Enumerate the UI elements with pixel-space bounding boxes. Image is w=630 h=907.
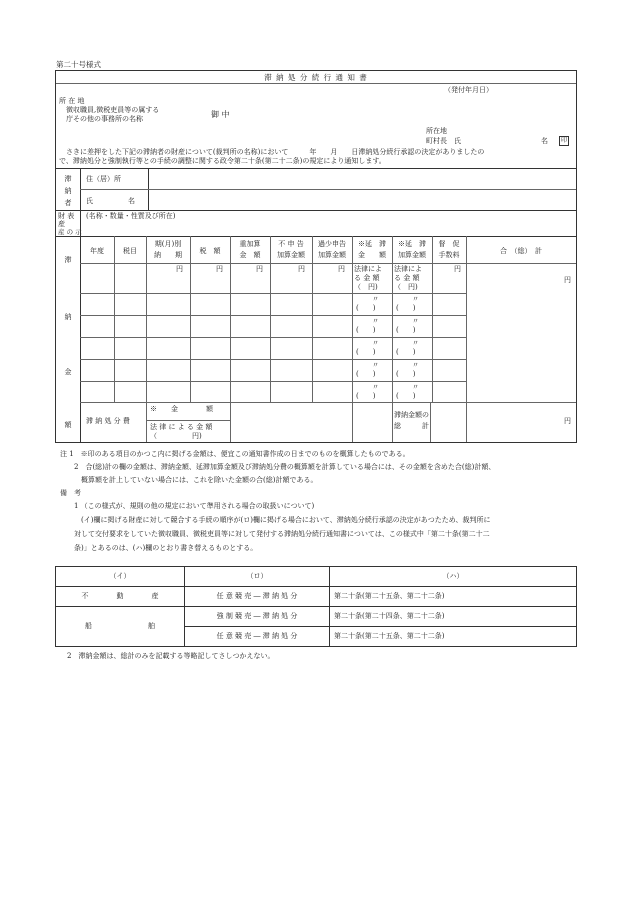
- paren: ( ): [356, 392, 376, 400]
- debtor-label-2: 納: [64, 187, 72, 195]
- disposal-legal-amount: 法 律 に よ る 金 額: [150, 423, 213, 431]
- remark-1: 1 （この様式が、規則の他の規定において準用される場合の取扱いについて): [60, 502, 315, 510]
- debtor-label-3: 者: [64, 199, 72, 207]
- header-tax: 税目: [123, 247, 137, 255]
- remark-1-text-3: 条)」とあるのは、(ハ)欄のとおり書き替えるものとする。: [60, 544, 258, 552]
- property-label-1: 財 表: [58, 212, 75, 220]
- paren: ( ): [396, 326, 416, 334]
- delay-add-legal-3: （ 円): [394, 283, 418, 291]
- remarks-heading: 備 考: [60, 489, 81, 497]
- col-line: [230, 236, 231, 402]
- header-tax-amount: 税 額: [199, 247, 221, 255]
- ditto: 〃: [412, 361, 419, 369]
- col-line: [230, 402, 231, 442]
- remark-1-text-2: 対して交付要求をしていた徴収職員、徴税吏員等に対して発付する滞納処分続行通知書については、この様式中「第二十条(第二十二: [60, 530, 490, 538]
- yen-tax: 円: [216, 265, 223, 273]
- header-bottom-line: [80, 263, 576, 264]
- total-yen: 円: [564, 417, 571, 425]
- row-line: [80, 337, 466, 338]
- table-row: [56, 567, 577, 587]
- yen-period: 円: [176, 265, 183, 273]
- body-text-1: さきに差押をした下記の滞納者の財産について(裁判所の名称)において 年 月 日滞納処分続行承認の決定がありましたの: [59, 148, 485, 156]
- addressee-office-2: 庁その他の事務所の名称: [66, 115, 143, 123]
- remark-1-text-1: (イ)欄に掲げる財産に対して競合する手続の順序が(ロ)欄に掲げる場合において、滞納処分続行承認の決定があつたため、裁判所に: [60, 516, 491, 524]
- total-label-2: 総 計: [394, 422, 429, 430]
- form-number: 第二十号様式: [56, 60, 101, 69]
- arrears-top-line: [56, 236, 576, 237]
- col-line: [430, 402, 431, 442]
- paren: ( ): [356, 326, 376, 334]
- paren: ( ): [356, 304, 376, 312]
- header-year: 年度: [90, 247, 104, 255]
- debtor-name-label: 氏 名: [86, 197, 135, 205]
- header-fee-2: 手数料: [438, 251, 460, 259]
- paren: ( ): [396, 370, 416, 378]
- ditto: 〃: [372, 295, 379, 303]
- property-label-divider: [80, 210, 81, 236]
- addressee-honorific: 御 中: [211, 110, 230, 119]
- arrears-label-3: 金: [64, 368, 72, 376]
- delay-legal-1: 法律によ: [354, 265, 382, 273]
- ditto: 〃: [412, 317, 419, 325]
- arrears-label-1: 滞: [64, 256, 72, 264]
- row-line: [80, 359, 466, 360]
- col-line: [432, 236, 433, 402]
- header-nonfiling-1: 不 申 告: [278, 240, 304, 248]
- footer-note: 2 滞納金額は、総計のみを記載する等略記してさしつかえない。: [60, 652, 275, 660]
- yen-total: 円: [564, 276, 571, 284]
- addressee-location: 所 在 地: [59, 97, 85, 105]
- table-header: （イ）: [56, 567, 185, 587]
- header-delay-add-1: ※延 滞: [398, 240, 426, 248]
- col-line: [270, 236, 271, 402]
- paren: ( ): [396, 392, 416, 400]
- header-period-1: 期(月)別: [154, 240, 182, 248]
- property-label-2: 産 の 示: [58, 228, 82, 236]
- row-line: [80, 402, 576, 403]
- col-line: [146, 402, 147, 442]
- ditto: 〃: [372, 383, 379, 391]
- row-line: [80, 315, 466, 316]
- yen-under: 円: [338, 265, 345, 273]
- disposal-legal-yen: （ 円): [150, 432, 202, 440]
- col-line: [190, 236, 191, 402]
- delay-legal-3: （ 円): [354, 283, 378, 291]
- title-divider: [56, 83, 576, 84]
- table-cell: 強 制 競 売 ― 滞 納 処 分: [185, 607, 330, 627]
- col-line: [146, 236, 147, 402]
- sender-location: 所在地: [426, 127, 447, 135]
- sender-mayor: 町村長 氏: [426, 137, 461, 145]
- header-total: 合 （総） 計: [500, 247, 542, 255]
- header-delay-1: ※延 滞: [358, 240, 386, 248]
- table-row: [56, 607, 577, 627]
- header-under-2: 加算金額: [318, 251, 346, 259]
- property-top-line: [56, 210, 576, 211]
- paren: ( ): [396, 348, 416, 356]
- header-heavy-1: 重加算: [239, 240, 261, 248]
- debtor-top-line: [56, 168, 576, 169]
- row-line: [80, 381, 466, 382]
- delay-add-legal-1: 法律によ: [394, 265, 422, 273]
- issue-date: （発付年月日）: [444, 86, 493, 94]
- header-heavy-2: 金 額: [239, 251, 261, 259]
- row-line: [146, 420, 230, 421]
- replacement-table: [55, 566, 577, 647]
- table-row: [56, 587, 577, 607]
- total-label-1: 滞納金額の: [394, 411, 429, 419]
- ditto: 〃: [372, 361, 379, 369]
- ditto: 〃: [372, 317, 379, 325]
- sender-name: 名: [541, 137, 548, 145]
- ditto: 〃: [412, 339, 419, 347]
- paren: ( ): [356, 348, 376, 356]
- disposal-amount-hint: ※ 金 額: [150, 405, 213, 413]
- header-delay-add-2: 加算金額: [398, 251, 426, 259]
- table-cell: 船 舶: [56, 607, 185, 647]
- col-line: [312, 236, 313, 402]
- form-title: 滞 納 処 分 続 行 通 知 書: [264, 73, 368, 82]
- arrears-label-4: 額: [64, 421, 72, 429]
- property-label-sub: 産: [58, 220, 65, 228]
- header-period-2: 納 期: [154, 251, 182, 259]
- col-line: [114, 236, 115, 402]
- arrears-label-divider: [80, 236, 81, 442]
- col-line: [466, 236, 467, 442]
- header-under-1: 過少申告: [318, 240, 346, 248]
- header-nonfiling-2: 加算金額: [277, 251, 305, 259]
- disposal-fee-label: 滞 納 処 分 費: [86, 417, 130, 425]
- delay-legal-2: る 金 額: [354, 274, 380, 282]
- yen-fee: 円: [454, 265, 461, 273]
- arrears-label-2: 納: [64, 313, 72, 321]
- col-line: [392, 236, 393, 442]
- table-cell: 任 意 競 売 ― 滞 納 処 分: [185, 627, 330, 647]
- paren: ( ): [396, 304, 416, 312]
- table-cell: 第二十条(第二十五条、第二十二条): [330, 627, 577, 647]
- row-line: [80, 293, 466, 294]
- debtor-address-label: 住（居）所: [86, 175, 121, 183]
- yen-heavy: 円: [256, 265, 263, 273]
- note-2: 2 合(総)計の欄の金額は、滞納金額、延滞加算金額及び滞納処分費の概算額を計算している場合には、その金額を含めた合(総)計額、: [60, 463, 496, 471]
- ditto: 〃: [372, 339, 379, 347]
- note-1: 注 1 ※印のある項目のかつこ内に掲げる金額は、便宜この通知書作成の日までのものを概算したものである。: [60, 450, 410, 458]
- ditto: 〃: [412, 383, 419, 391]
- table-cell: 第二十条(第二十五条、第二十二条): [330, 587, 577, 607]
- table-cell: 任 意 競 売 ― 滞 納 処 分: [185, 587, 330, 607]
- table-cell: 不 動 産: [56, 587, 185, 607]
- property-hint: (名称・数量・性質及び所在): [86, 212, 176, 220]
- table-header: （ハ）: [330, 567, 577, 587]
- debtor-mid-line: [80, 189, 576, 190]
- table-cell: 第二十条(第二十四条、第二十二条): [330, 607, 577, 627]
- notice-form: [55, 70, 577, 443]
- header-delay-2: 金 額: [358, 251, 386, 259]
- body-text-2: で、滞納処分と強制執行等との手続の調整に関する政令第二十条(第二十二条)の規定により通知します。: [59, 157, 386, 165]
- note-3: 概算額を計上していない場合には、これを除いた金額の合(総)計額である。: [60, 476, 318, 484]
- yen-nonfiling: 円: [298, 265, 305, 273]
- header-fee-1: 督 促: [438, 240, 460, 248]
- addressee-office-1: 徴収職員,徴税吏員等の属する: [66, 106, 160, 114]
- col-line: [352, 236, 353, 442]
- paren: ( ): [356, 370, 376, 378]
- debtor-label-1: 滞: [64, 175, 72, 183]
- table-header: （ロ）: [185, 567, 330, 587]
- seal-stamp: 印: [560, 137, 567, 144]
- ditto: 〃: [412, 295, 419, 303]
- delay-add-legal-2: る 金 額: [394, 274, 420, 282]
